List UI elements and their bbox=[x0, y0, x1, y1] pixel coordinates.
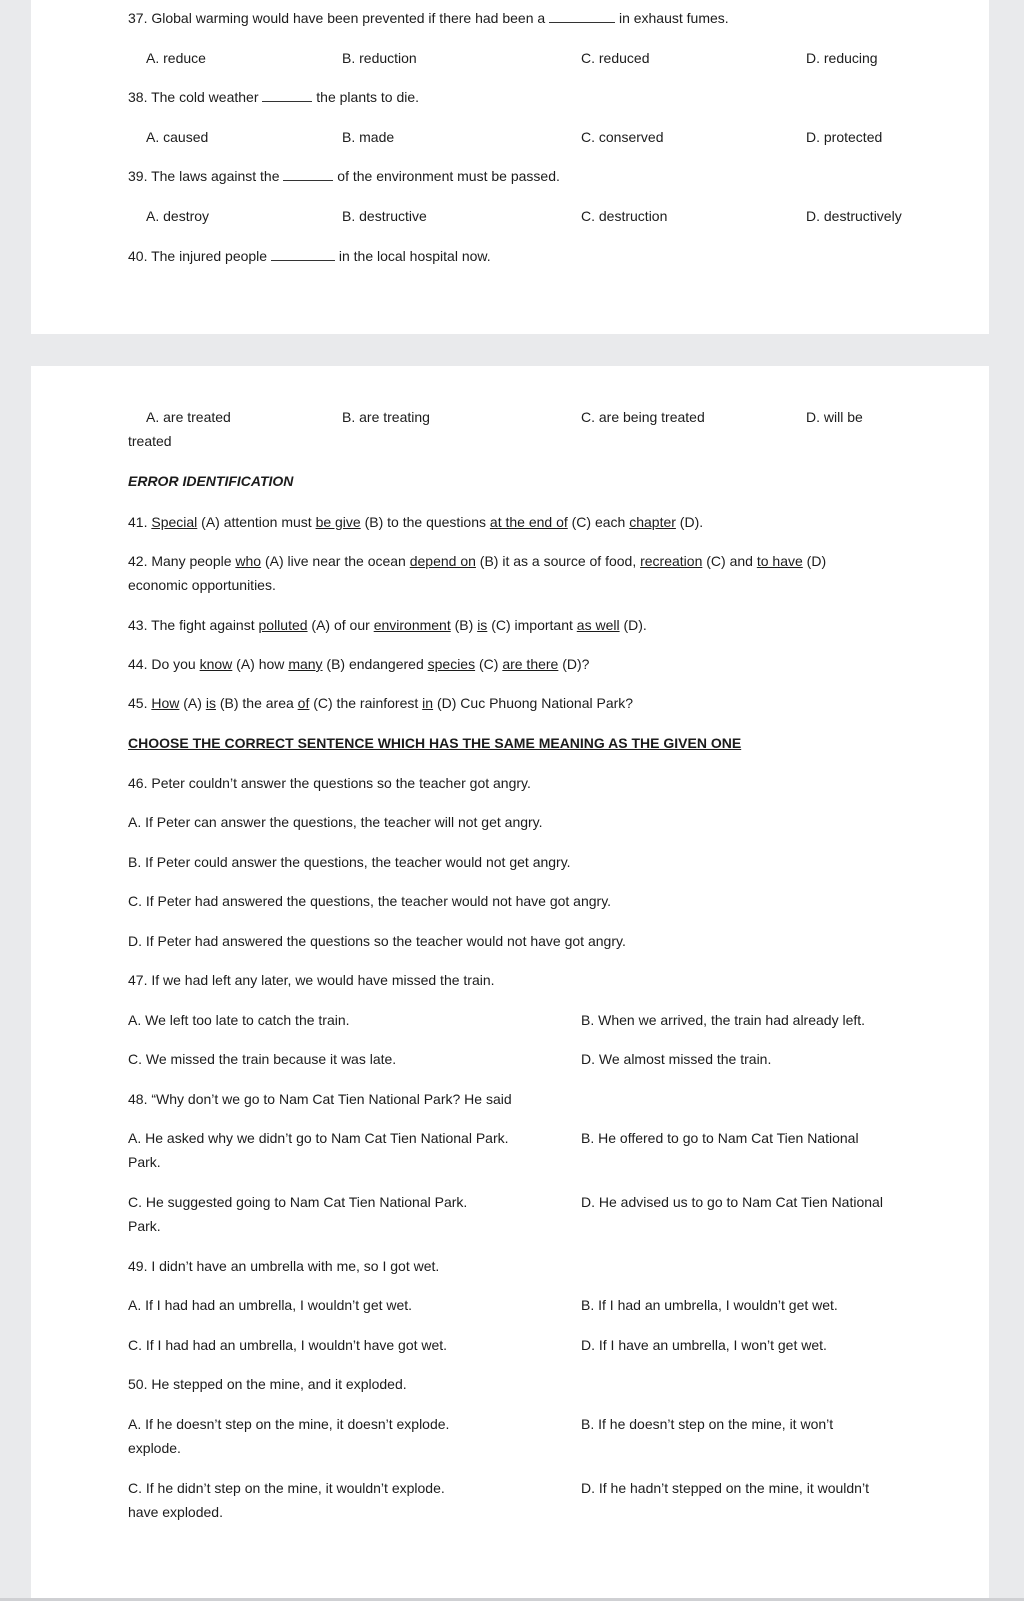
question-47-stem: 47. If we had left any later, we would have missed the train. bbox=[128, 972, 495, 988]
q40-option-d: D. will be bbox=[806, 409, 863, 425]
answer-blank bbox=[262, 89, 312, 102]
q48-option-b: B. He offered to go to Nam Cat Tien National bbox=[581, 1130, 859, 1146]
q48-option-b-wrap: Park. bbox=[128, 1154, 161, 1170]
q39-option-c: C. destruction bbox=[581, 208, 668, 224]
q48-option-c: C. He suggested going to Nam Cat Tien National Park. bbox=[128, 1194, 468, 1210]
q50-option-d-wrap: have exploded. bbox=[128, 1504, 223, 1520]
q38-option-b: B. made bbox=[342, 129, 395, 145]
q48-option-d: D. He advised us to go to Nam Cat Tien National bbox=[581, 1194, 883, 1210]
question-43: 43. The fight against polluted (A) of our environment (B) is (C) important as well (D). bbox=[128, 617, 647, 633]
question-50-stem: 50. He stepped on the mine, and it exploded. bbox=[128, 1376, 407, 1392]
question-42-wrap: economic opportunities. bbox=[128, 577, 276, 593]
q37-option-a: A. reduce bbox=[146, 50, 206, 66]
q46-option-b: B. If Peter could answer the questions, the teacher would not get angry. bbox=[128, 854, 571, 870]
document-page-2 bbox=[31, 366, 989, 1601]
question-46-stem: 46. Peter couldn’t answer the questions so the teacher got angry. bbox=[128, 775, 531, 791]
q48-option-a: A. He asked why we didn’t go to Nam Cat Tien National Park. bbox=[128, 1130, 509, 1146]
q47-option-a: A. We left too late to catch the train. bbox=[128, 1012, 350, 1028]
question-49-stem: 49. I didn’t have an umbrella with me, so I got wet. bbox=[128, 1258, 440, 1274]
q50-option-b: B. If he doesn’t step on the mine, it won’t bbox=[581, 1416, 834, 1432]
q47-option-d: D. We almost missed the train. bbox=[581, 1051, 772, 1067]
q49-option-a: A. If I had had an umbrella, I wouldn’t get wet. bbox=[128, 1297, 413, 1313]
q37-option-c: C. reduced bbox=[581, 50, 650, 66]
section-title-sentence-transformation: CHOOSE THE CORRECT SENTENCE WHICH HAS THE SAME MEANING AS THE GIVEN ONE bbox=[128, 735, 742, 751]
question-37-stem: 37. Global warming would have been prevented if there had been a in exhaust fumes. bbox=[128, 10, 729, 26]
q46-option-a: A. If Peter can answer the questions, the teacher will not get angry. bbox=[128, 814, 543, 830]
question-45: 45. How (A) is (B) the area of (C) the rainforest in (D) Cuc Phuong National Park? bbox=[128, 695, 634, 711]
q40-option-d-wrap: treated bbox=[128, 433, 172, 449]
q37-option-d: D. reducing bbox=[806, 50, 878, 66]
q46-option-c: C. If Peter had answered the questions, the teacher would not have got angry. bbox=[128, 893, 612, 909]
q46-option-d: D. If Peter had answered the questions so the teacher would not have got angry. bbox=[128, 933, 626, 949]
q37-option-b: B. reduction bbox=[342, 50, 417, 66]
answer-blank bbox=[271, 248, 335, 261]
q49-option-b: B. If I had an umbrella, I wouldn’t get wet. bbox=[581, 1297, 838, 1313]
q40-option-a: A. are treated bbox=[146, 409, 231, 425]
question-39-stem: 39. The laws against the of the environment must be passed. bbox=[128, 168, 560, 184]
q38-option-c: C. conserved bbox=[581, 129, 664, 145]
question-44: 44. Do you know (A) how many (B) endangered species (C) are there (D)? bbox=[128, 656, 590, 672]
q50-option-d: D. If he hadn’t stepped on the mine, it wouldn’t bbox=[581, 1480, 869, 1496]
answer-blank bbox=[549, 10, 615, 23]
q39-option-a: A. destroy bbox=[146, 208, 210, 224]
q39-option-b: B. destructive bbox=[342, 208, 427, 224]
q47-option-b: B. When we arrived, the train had already left. bbox=[581, 1012, 866, 1028]
q47-option-c: C. We missed the train because it was late. bbox=[128, 1051, 397, 1067]
question-41: 41. Special (A) attention must be give (B) to the questions at the end of (C) each chapter (D). bbox=[128, 514, 704, 530]
q40-option-b: B. are treating bbox=[342, 409, 430, 425]
q38-option-d: D. protected bbox=[806, 129, 883, 145]
q50-option-c: C. If he didn’t step on the mine, it wouldn’t explode. bbox=[128, 1480, 445, 1496]
q50-option-a-wrap: explode. bbox=[128, 1440, 181, 1456]
q40-option-c: C. are being treated bbox=[581, 409, 705, 425]
q50-option-a: A. If he doesn’t step on the mine, it doesn’t explode. bbox=[128, 1416, 450, 1432]
question-48-stem: 48. “Why don’t we go to Nam Cat Tien National Park? He said bbox=[128, 1091, 512, 1107]
q38-option-a: A. caused bbox=[146, 129, 209, 145]
q48-option-d-wrap: Park. bbox=[128, 1218, 161, 1234]
question-42: 42. Many people who (A) live near the ocean depend on (B) it as a source of food, recreation (C) and to have (D) bbox=[128, 553, 827, 569]
question-38-stem: 38. The cold weather the plants to die. bbox=[128, 89, 420, 105]
question-40-stem: 40. The injured people in the local hospital now. bbox=[128, 248, 491, 264]
document-page-1 bbox=[31, 0, 989, 334]
q39-option-d: D. destructively bbox=[806, 208, 902, 224]
section-title-error-identification: ERROR IDENTIFICATION bbox=[128, 473, 294, 489]
answer-blank bbox=[283, 168, 333, 181]
q49-option-c: C. If I had had an umbrella, I wouldn’t have got wet. bbox=[128, 1337, 448, 1353]
q49-option-d: D. If I have an umbrella, I won’t get wet. bbox=[581, 1337, 827, 1353]
